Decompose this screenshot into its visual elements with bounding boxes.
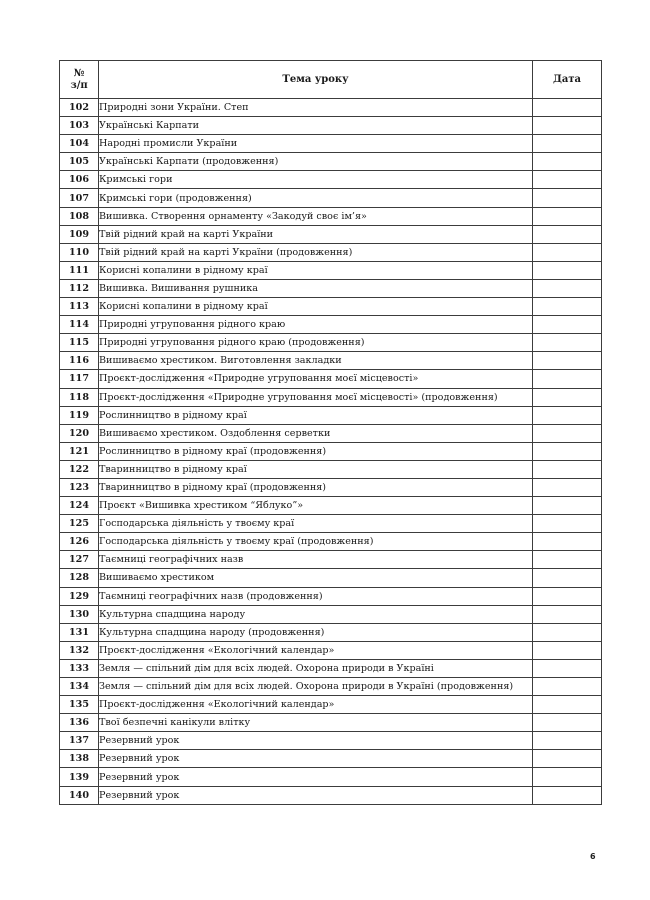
lesson-topic-cell: Природні угруповання рідного краю (продовження) [99, 334, 533, 352]
lesson-number-cell: 111 [60, 261, 99, 279]
table-row [60, 334, 602, 352]
lesson-topic-cell: Корисні копалини в рідному краї [99, 261, 533, 279]
lesson-number-cell: 118 [60, 388, 99, 406]
lesson-topic-cell: Вишивка. Створення орнаменту «Закодуй своє ім’я» [99, 207, 533, 225]
lesson-date-cell[interactable] [533, 605, 602, 623]
table-row [60, 732, 602, 750]
lesson-topic-cell: Українські Карпати (продовження) [99, 153, 533, 171]
table-row [60, 279, 602, 297]
lesson-number-cell: 133 [60, 659, 99, 677]
lesson-date-cell[interactable] [533, 714, 602, 732]
lesson-date-cell[interactable] [533, 515, 602, 533]
lesson-number-cell: 109 [60, 225, 99, 243]
lesson-number-cell: 132 [60, 641, 99, 659]
lesson-date-cell[interactable] [533, 587, 602, 605]
lesson-number-cell: 136 [60, 714, 99, 732]
header-number: № з/п [60, 61, 99, 99]
table-row [60, 768, 602, 786]
lesson-date-cell[interactable] [533, 424, 602, 442]
lesson-number-cell: 103 [60, 117, 99, 135]
lesson-date-cell[interactable] [533, 388, 602, 406]
lesson-number-cell: 138 [60, 750, 99, 768]
table-row [60, 153, 602, 171]
lesson-number-cell: 117 [60, 370, 99, 388]
lesson-date-cell[interactable] [533, 207, 602, 225]
lesson-topic-cell: Кримські гори (продовження) [99, 189, 533, 207]
lesson-date-cell[interactable] [533, 243, 602, 261]
lesson-plan-sheet [59, 60, 601, 805]
lesson-date-cell[interactable] [533, 478, 602, 496]
lesson-number-cell: 104 [60, 135, 99, 153]
table-row [60, 569, 602, 587]
table-row [60, 605, 602, 623]
lesson-topic-cell: Проєкт-дослідження «Екологічний календар» [99, 641, 533, 659]
lesson-date-cell[interactable] [533, 225, 602, 243]
lesson-topic-cell: Кримські гори [99, 171, 533, 189]
lesson-number-cell: 135 [60, 696, 99, 714]
lesson-date-cell[interactable] [533, 135, 602, 153]
table-row [60, 261, 602, 279]
lesson-number-cell: 120 [60, 424, 99, 442]
lesson-topic-cell: Проєкт «Вишивка хрестиком “Яблуко”» [99, 497, 533, 515]
lesson-number-cell: 123 [60, 478, 99, 496]
lesson-topic-cell: Рослинництво в рідному краї (продовження) [99, 442, 533, 460]
lesson-number-cell: 129 [60, 587, 99, 605]
lesson-date-cell[interactable] [533, 768, 602, 786]
lesson-topic-cell: Тваринництво в рідному краї (продовження) [99, 478, 533, 496]
lesson-date-cell[interactable] [533, 261, 602, 279]
table-row [60, 298, 602, 316]
table-row [60, 316, 602, 334]
table-row [60, 370, 602, 388]
lesson-date-cell[interactable] [533, 533, 602, 551]
lesson-date-cell[interactable] [533, 623, 602, 641]
lesson-plan-table [59, 60, 602, 805]
lesson-topic-cell: Резервний урок [99, 786, 533, 804]
lesson-number-cell: 106 [60, 171, 99, 189]
table-row [60, 786, 602, 804]
table-row [60, 659, 602, 677]
lesson-topic-cell: Проєкт-дослідження «Природне угруповання моєї місцевості» (продовження) [99, 388, 533, 406]
lesson-topic-cell: Проєкт-дослідження «Природне угруповання моєї місцевості» [99, 370, 533, 388]
lesson-topic-cell: Господарська діяльність у твоєму краї [99, 515, 533, 533]
lesson-number-cell: 124 [60, 497, 99, 515]
lesson-date-cell[interactable] [533, 189, 602, 207]
lesson-number-cell: 131 [60, 623, 99, 641]
table-row [60, 678, 602, 696]
table-row [60, 478, 602, 496]
lesson-topic-cell: Резервний урок [99, 750, 533, 768]
lesson-date-cell[interactable] [533, 298, 602, 316]
lesson-date-cell[interactable] [533, 352, 602, 370]
lesson-topic-cell: Вишивка. Вишивання рушника [99, 279, 533, 297]
table-row [60, 243, 602, 261]
lesson-number-cell: 122 [60, 460, 99, 478]
lesson-topic-cell: Господарська діяльність у твоєму краї (продовження) [99, 533, 533, 551]
table-header-row [60, 61, 602, 99]
lesson-topic-cell: Земля — спільний дім для всіх людей. Охорона природи в Україні [99, 659, 533, 677]
lesson-number-cell: 140 [60, 786, 99, 804]
lesson-topic-cell: Природні угруповання рідного краю [99, 316, 533, 334]
lesson-number-cell: 108 [60, 207, 99, 225]
lesson-number-cell: 102 [60, 99, 99, 117]
lesson-number-cell: 115 [60, 334, 99, 352]
table-row [60, 424, 602, 442]
lesson-date-cell[interactable] [533, 370, 602, 388]
lesson-topic-cell: Таємниці географічних назв (продовження) [99, 587, 533, 605]
lesson-date-cell[interactable] [533, 117, 602, 135]
lesson-date-cell[interactable] [533, 569, 602, 587]
table-row [60, 225, 602, 243]
table-row [60, 171, 602, 189]
header-date: Дата [533, 61, 602, 99]
lesson-topic-cell: Твій рідний край на карті України [99, 225, 533, 243]
table-row [60, 623, 602, 641]
lesson-number-cell: 107 [60, 189, 99, 207]
table-row [60, 750, 602, 768]
table-row [60, 388, 602, 406]
lesson-date-cell[interactable] [533, 460, 602, 478]
lesson-date-cell[interactable] [533, 279, 602, 297]
lesson-number-cell: 119 [60, 406, 99, 424]
lesson-number-cell: 130 [60, 605, 99, 623]
table-row [60, 696, 602, 714]
lesson-date-cell[interactable] [533, 442, 602, 460]
lesson-topic-cell: Вишиваємо хрестиком. Оздоблення серветки [99, 424, 533, 442]
lesson-date-cell[interactable] [533, 641, 602, 659]
lesson-date-cell[interactable] [533, 497, 602, 515]
table-row [60, 207, 602, 225]
lesson-topic-cell: Природні зони України. Степ [99, 99, 533, 117]
lesson-topic-cell: Таємниці географічних назв [99, 551, 533, 569]
table-row [60, 99, 602, 117]
lesson-date-cell[interactable] [533, 786, 602, 804]
lesson-date-cell[interactable] [533, 99, 602, 117]
lesson-number-cell: 134 [60, 678, 99, 696]
lesson-date-cell[interactable] [533, 171, 602, 189]
table-row [60, 352, 602, 370]
lesson-date-cell[interactable] [533, 678, 602, 696]
lesson-topic-cell: Вишиваємо хрестиком. Виготовлення закладки [99, 352, 533, 370]
lesson-topic-cell: Культурна спадщина народу (продовження) [99, 623, 533, 641]
table-row [60, 551, 602, 569]
table-row [60, 714, 602, 732]
lesson-topic-cell: Рослинництво в рідному краї [99, 406, 533, 424]
lesson-number-cell: 112 [60, 279, 99, 297]
lesson-topic-cell: Народні промисли України [99, 135, 533, 153]
table-row [60, 515, 602, 533]
lesson-number-cell: 110 [60, 243, 99, 261]
lesson-date-cell[interactable] [533, 334, 602, 352]
lesson-number-cell: 127 [60, 551, 99, 569]
lesson-topic-cell: Проєкт-дослідження «Екологічний календар» [99, 696, 533, 714]
lesson-date-cell[interactable] [533, 732, 602, 750]
lesson-number-cell: 113 [60, 298, 99, 316]
lesson-topic-cell: Земля — спільний дім для всіх людей. Охорона природи в Україні (продовження) [99, 678, 533, 696]
table-row [60, 497, 602, 515]
lesson-number-cell: 105 [60, 153, 99, 171]
lesson-topic-cell: Українські Карпати [99, 117, 533, 135]
lesson-number-cell: 116 [60, 352, 99, 370]
table-row [60, 406, 602, 424]
lesson-number-cell: 128 [60, 569, 99, 587]
table-row [60, 460, 602, 478]
table-body [60, 99, 602, 805]
lesson-number-cell: 114 [60, 316, 99, 334]
lesson-topic-cell: Тваринництво в рідному краї [99, 460, 533, 478]
table-row [60, 587, 602, 605]
lesson-date-cell[interactable] [533, 696, 602, 714]
lesson-number-cell: 139 [60, 768, 99, 786]
page-number: 6 [590, 852, 596, 861]
lesson-topic-cell: Резервний урок [99, 768, 533, 786]
lesson-date-cell[interactable] [533, 659, 602, 677]
lesson-topic-cell: Вишиваємо хрестиком [99, 569, 533, 587]
header-topic: Тема уроку [99, 61, 533, 99]
lesson-number-cell: 126 [60, 533, 99, 551]
table-row [60, 641, 602, 659]
lesson-number-cell: 121 [60, 442, 99, 460]
lesson-date-cell[interactable] [533, 153, 602, 171]
table-row [60, 189, 602, 207]
lesson-date-cell[interactable] [533, 316, 602, 334]
lesson-topic-cell: Резервний урок [99, 732, 533, 750]
lesson-date-cell[interactable] [533, 551, 602, 569]
lesson-date-cell[interactable] [533, 750, 602, 768]
lesson-topic-cell: Твої безпечні канікули влітку [99, 714, 533, 732]
table-row [60, 442, 602, 460]
table-row [60, 117, 602, 135]
table-row [60, 533, 602, 551]
lesson-date-cell[interactable] [533, 406, 602, 424]
table-row [60, 135, 602, 153]
lesson-number-cell: 137 [60, 732, 99, 750]
lesson-number-cell: 125 [60, 515, 99, 533]
lesson-topic-cell: Культурна спадщина народу [99, 605, 533, 623]
lesson-topic-cell: Твій рідний край на карті України (продовження) [99, 243, 533, 261]
lesson-topic-cell: Корисні копалини в рідному краї [99, 298, 533, 316]
